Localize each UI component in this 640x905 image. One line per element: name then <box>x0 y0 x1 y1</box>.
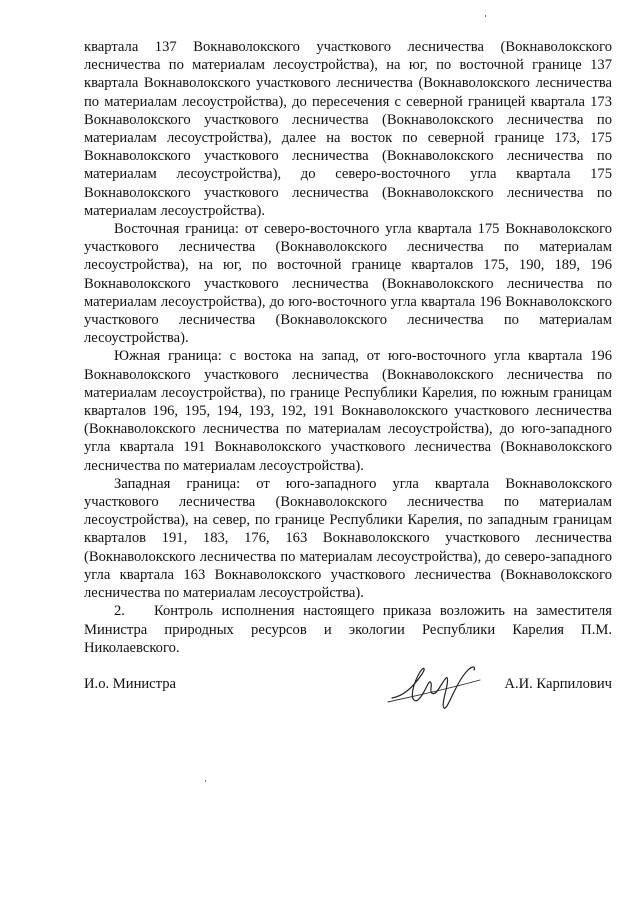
signatory-position: И.о. Министра <box>84 676 176 692</box>
document-body <box>84 38 612 657</box>
scan-speck <box>485 15 486 17</box>
signatory-name: А.И. Карпилович <box>504 676 612 692</box>
paragraph-north-boundary-continued: квартала 137 Вокнаволокского участкового лесничества (Вокнаволокского лесничества по материалам лесоустройства), на юг, по восточной границе 137 квартала Вокнаволокского участкового лесничества (Вокнаволокского лесничества по материалам лесоустройства), до пересечения с северной границей квартала 173 Вокнаволокского участкового лесничества (Вокнаволокского лесничества по материалам лесоустройства), далее на восток по северной границе 173, 175 Вокнаволокского участкового лесничества (Вокнаволокского лесничества по материалам лесоустройства), до северо-восточного угла квартала 175 Вокнаволокского участкового лесничества (Вокнаволокского лесничества по материалам лесоустройства). <box>84 39 612 219</box>
item-text: Контроль исполнения настоящего приказа возложить на заместителя Министра природных ресурсов и экологии Республики Карелия П.М. Николаевского. <box>84 603 612 656</box>
signature-block <box>84 664 612 714</box>
scan-speck <box>205 780 206 782</box>
paragraph-east-boundary: Восточная граница: от северо-восточного угла квартала 175 Вокнаволокского участкового лесничества (Вокнаволокского лесничества по материалам лесоустройства), на юг, по восточной границе кварталов 175, 190, 189, 196 Вокнаволокского участкового лесничества (Вокнаволокского лесничества по материалам лесоустройства), до юго-восточного угла квартала 196 Вокнаволокского участкового лесничества (Вокнаволокского лесничества по материалам лесоустройства). <box>84 221 612 347</box>
paragraph-west-boundary: Западная граница: от юго-западного угла квартала Вокнаволокского участкового лесничества (Вокнаволокского лесничества по материалам лесоустройства), на север, по границе Республики Карелия, по западным границам кварталов 191, 183, 176, 163 Вокнаволокского участкового лесничества (Вокнаволокского лесничества по материалам лесоустройства), до северо-западного угла квартала 163 Вокнаволокского участкового лесничества (Вокнаволокского лесничества по материалам лесоустройства). <box>84 475 612 602</box>
numbered-item-control <box>84 602 612 657</box>
item-number: 2. <box>114 603 125 620</box>
paragraph-south-boundary: Южная граница: с востока на запад, от юго-восточного угла квартала 196 Вокнаволокского участкового лесничества (Вокнаволокского лесничества по материалам лесоустройства), по границе Республики Карелия, по южным границам кварталов 196, 195, 194, 193, 192, 191 Вокнаволокского участкового лесничества (Вокнаволокского лесничества по материалам лесоустройства), до юго-западного угла квартала 191 Вокнаволокского участкового лесничества (Вокнаволокского лесничества по материалам лесоустройства). <box>84 348 612 474</box>
handwritten-signature <box>384 656 494 716</box>
